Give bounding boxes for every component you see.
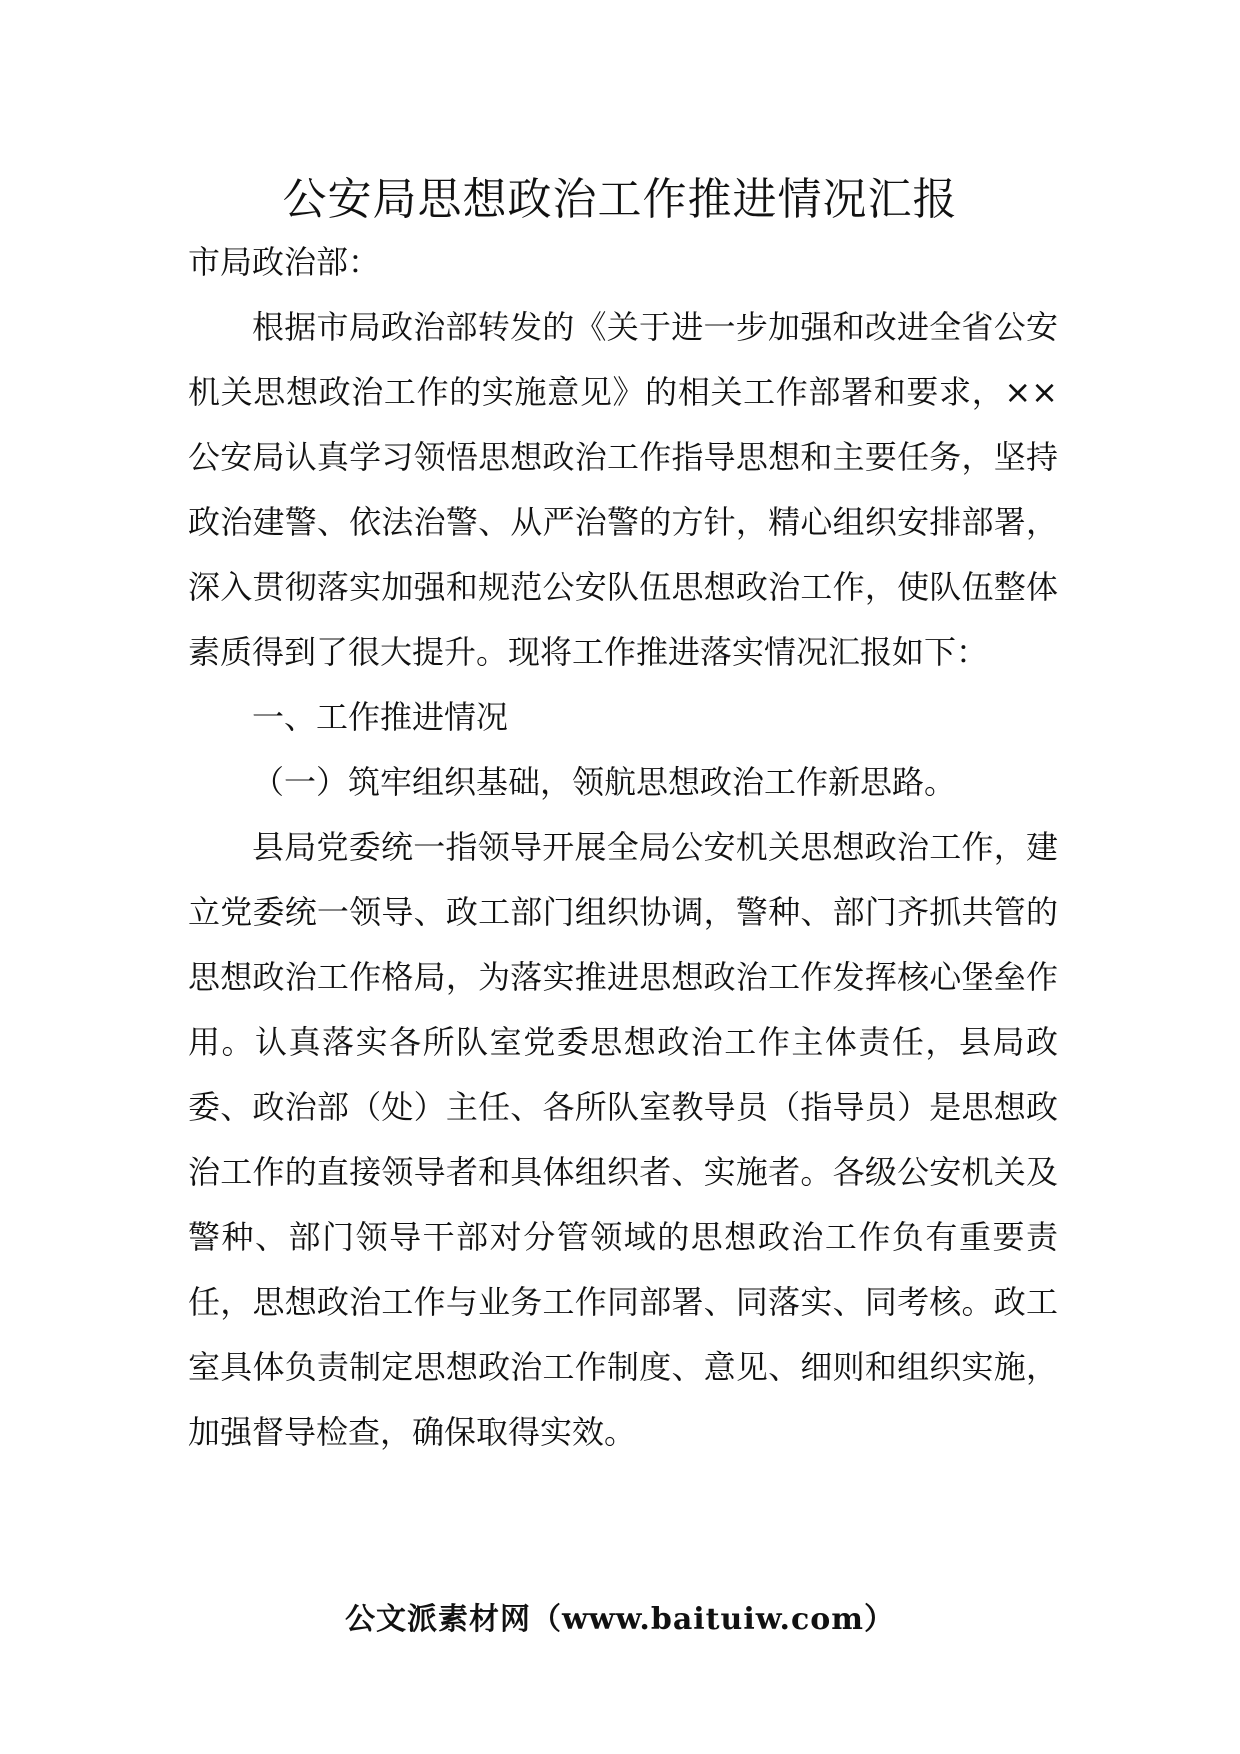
footer-watermark: 公文派素材网（www.baituiw.com） (344, 1602, 896, 1637)
document-title: 公安局思想政治工作推进情况汇报 (282, 174, 958, 225)
document-body (188, 230, 1058, 1465)
section-heading: 一、工作推进情况 (252, 698, 509, 736)
paragraph-body: 县局党委统一指领导开展全局公安机关思想政治工作，建立党委统一领导、政工部门组织协调，警种、部门齐抓共管的思想政治工作格局，为落实推进思想政治工作发挥核心堡垒作用。认真落实各所队室党委思想政治工作主体责任，县局政委、政治部（处）主任、各所队室教导员（指导员）是思想政治工作的直接领导者和具体组织者、实施者。各级公安机关及警种、部门领导干部对分管领域的思想政治工作负有重要责任，思想政治工作与业务工作同部署、同落实、同考核。政工室具体负责制定思想政治工作制度、意见、细则和组织实施，加强督导检查，确保取得实效。 (188, 828, 1058, 1451)
subsection-heading: （一）筑牢组织基础，领航思想政治工作新思路。 (252, 763, 957, 801)
salutation: 市局政治部： (188, 243, 381, 281)
paragraph-intro: 根据市局政治部转发的《关于进一步加强和改进全省公安机关思想政治工作的实施意见》的相关工作部署和要求，××公安局认真学习领悟思想政治工作指导思想和主要任务，坚持政治建警、依法治警、从严治警的方针，精心组织安排部署，深入贯彻落实加强和规范公安队伍思想政治工作，使队伍整体素质得到了很大提升。现将工作推进落实情况汇报如下： (188, 308, 1058, 671)
